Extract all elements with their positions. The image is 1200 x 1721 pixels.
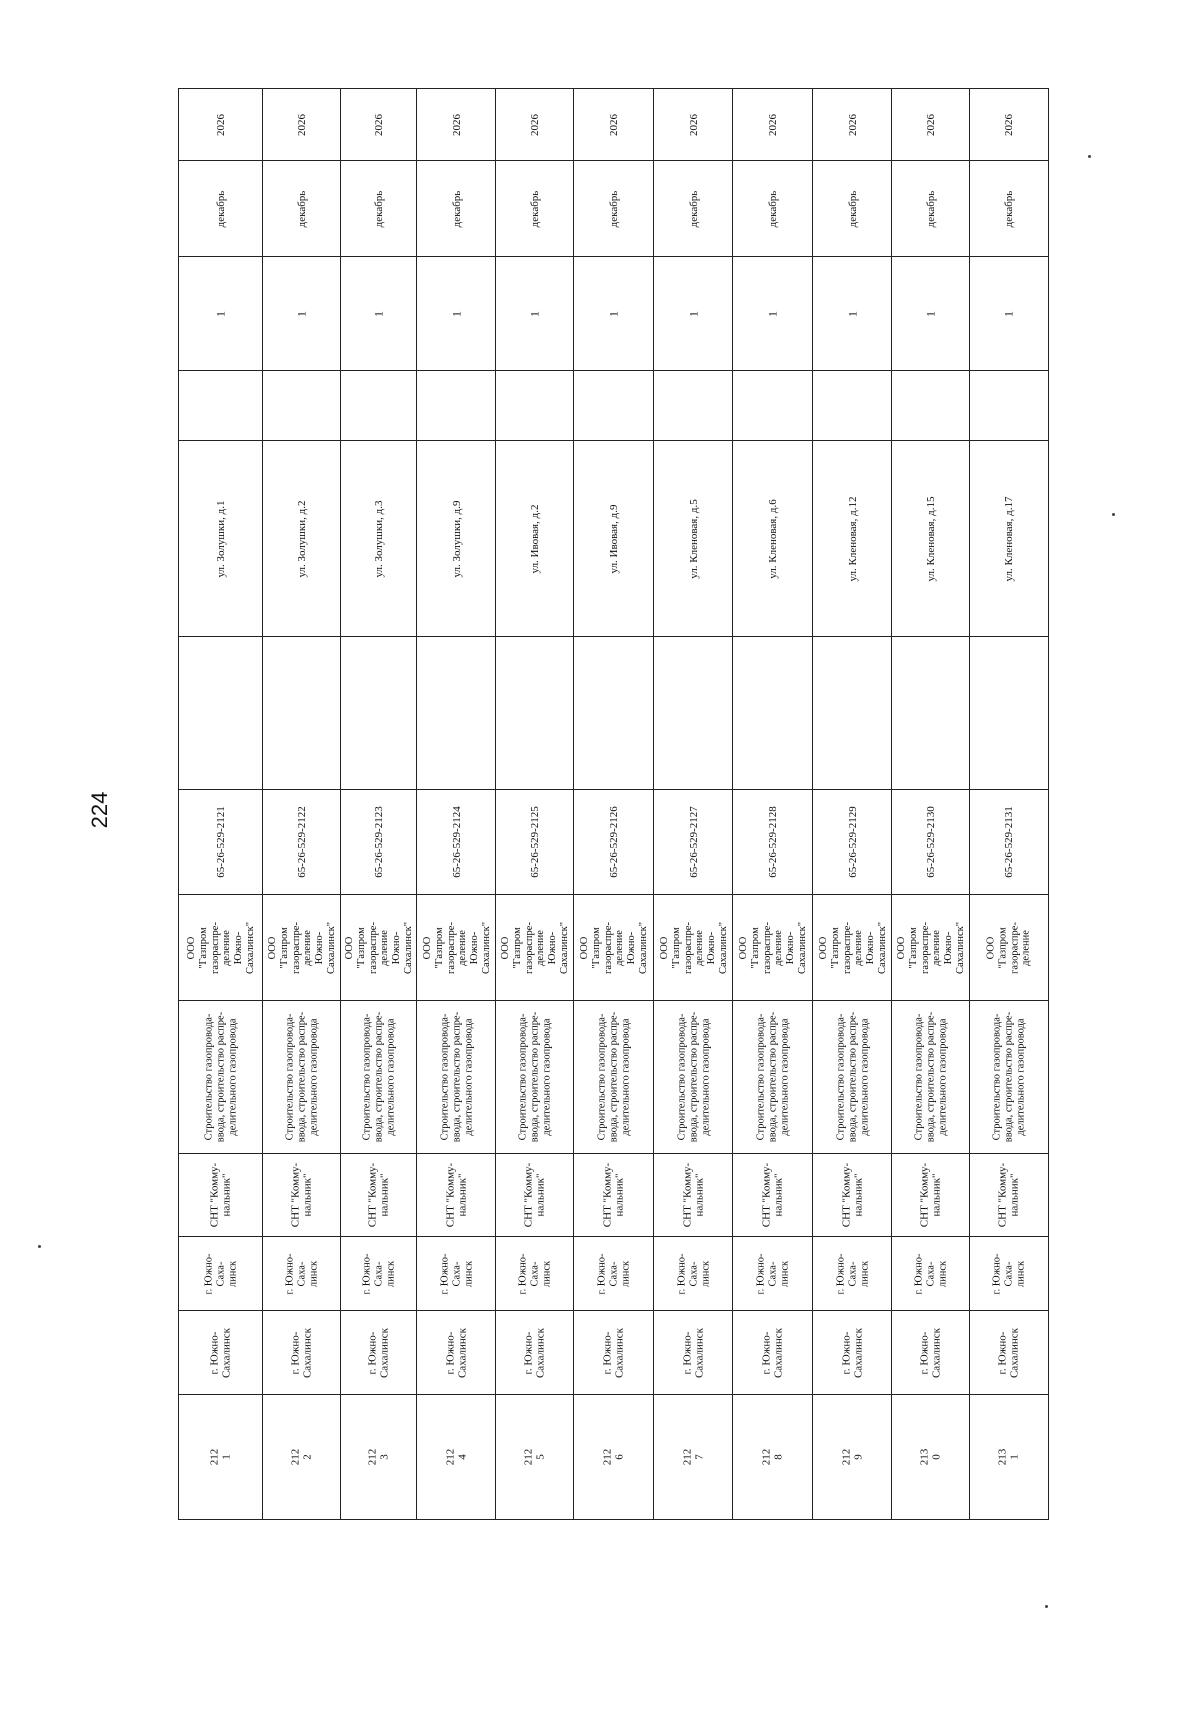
cell-text: Строительство газопровода- ввода, строительство распре- делительного газопровода xyxy=(438,1011,474,1143)
cell-text: 2026 xyxy=(924,113,937,136)
cell-text: 212 9 xyxy=(840,1448,865,1466)
cell-address xyxy=(813,440,892,636)
cell-gdo xyxy=(496,894,574,1000)
cell-text: г. Южно- Саха- линск xyxy=(991,1253,1026,1294)
cell-text: 212 5 xyxy=(522,1448,547,1466)
cell-text: ул. Кленовая, д.5 xyxy=(687,498,700,579)
cell-gdo xyxy=(813,894,892,1000)
cell-text: декабрь xyxy=(450,190,463,227)
cell-text: 213 1 xyxy=(996,1448,1021,1466)
cell-work xyxy=(813,1000,892,1153)
cell-blank1 xyxy=(417,636,496,789)
cell-partnership xyxy=(179,1153,263,1236)
cell-gdo xyxy=(179,894,263,1000)
cell-text: Строительство газопровода- ввода, строительство распре- делительного газопровода xyxy=(361,1011,396,1143)
cell-text: 65-26-529-2128 xyxy=(766,806,779,878)
cell-qty xyxy=(496,256,574,370)
cell-work xyxy=(654,1000,733,1153)
cell-text: г. Южно- Саха- линск xyxy=(913,1253,948,1294)
cell-text: 2026 xyxy=(766,113,779,136)
cell-month xyxy=(733,160,813,256)
cell-blank1 xyxy=(341,636,417,789)
cell-blank1 xyxy=(263,636,341,789)
cell-text: декабрь xyxy=(766,190,779,227)
cell-municipality xyxy=(813,1310,892,1394)
cell-partnership xyxy=(733,1153,813,1236)
cell-text: ул. Золушки, д.1 xyxy=(214,500,227,577)
cell-text: г. Южно- Сахалинск xyxy=(918,1327,943,1378)
cell-blank1 xyxy=(654,636,733,789)
cell-text: Строительство газопровода- ввода, строительство распре- делительного газопровода xyxy=(834,1011,870,1143)
cell-text: СНТ "Комму- нальник" xyxy=(366,1162,391,1228)
table-row xyxy=(732,88,813,1520)
cell-text: декабрь xyxy=(846,190,859,227)
cell-month xyxy=(263,160,341,256)
cell-text: 65-26-529-2127 xyxy=(687,806,700,878)
cell-qty xyxy=(179,256,263,370)
cell-code xyxy=(733,789,813,894)
cell-text: СНТ "Комму- нальник" xyxy=(601,1162,626,1228)
cell-text: ул. Кленовая, д.12 xyxy=(846,496,859,581)
cell-text: декабрь xyxy=(214,190,227,227)
cell-blank1 xyxy=(733,636,813,789)
cell-num xyxy=(813,1394,892,1520)
cell-text: г. Южно- Саха- линск xyxy=(596,1253,631,1294)
cell-text: 2026 xyxy=(528,113,541,136)
cell-text: СНТ "Комму- нальник" xyxy=(918,1162,943,1228)
cell-blank2 xyxy=(341,370,417,440)
cell-gdo xyxy=(654,894,733,1000)
cell-text: г. Южно- Сахалинск xyxy=(444,1327,469,1378)
cell-text: 1 xyxy=(448,310,463,317)
cell-year xyxy=(970,88,1048,160)
cell-blank2 xyxy=(970,370,1048,440)
cell-month xyxy=(654,160,733,256)
cell-text: 212 2 xyxy=(289,1448,314,1466)
cell-partnership xyxy=(341,1153,417,1236)
cell-text: ООО "Газпром газораспре- деление Южно- Сахалинск" xyxy=(499,921,570,974)
cell-address xyxy=(496,440,574,636)
cell-partnership xyxy=(654,1153,733,1236)
table-row xyxy=(495,88,574,1520)
cell-text: 65-26-529-2124 xyxy=(450,806,463,878)
cell-num xyxy=(733,1394,813,1520)
cell-text: ул. Кленовая, д.6 xyxy=(766,498,779,579)
cell-text: 1 xyxy=(371,310,386,317)
cell-locality xyxy=(574,1236,654,1310)
cell-code xyxy=(654,789,733,894)
cell-partnership xyxy=(574,1153,654,1236)
cell-text: 1 xyxy=(213,310,228,317)
cell-qty xyxy=(263,256,341,370)
cell-code xyxy=(417,789,496,894)
cell-work xyxy=(179,1000,263,1153)
cell-text: ул. Золушки, д.9 xyxy=(450,500,463,577)
cell-year xyxy=(733,88,813,160)
cell-code xyxy=(813,789,892,894)
cell-text: ул. Ивовая, д.9 xyxy=(607,504,620,573)
scan-speck xyxy=(1112,513,1115,516)
cell-address xyxy=(341,440,417,636)
cell-blank1 xyxy=(574,636,654,789)
cell-text: г. Южно- Сахалинск xyxy=(366,1327,391,1378)
cell-text: ООО "Газпром газораспре- деление Южно- Сахалинск" xyxy=(895,921,966,974)
cell-month xyxy=(970,160,1048,256)
cell-blank1 xyxy=(813,636,892,789)
cell-text: декабрь xyxy=(372,190,385,227)
cell-qty xyxy=(574,256,654,370)
cell-qty xyxy=(813,256,892,370)
cell-text: декабрь xyxy=(607,190,620,227)
cell-text: Строительство газопровода- ввода, строительство распре- делительного газопровода xyxy=(596,1011,631,1143)
cell-text: г. Южно- Сахалинск xyxy=(760,1327,785,1378)
table-row xyxy=(178,88,263,1520)
cell-blank1 xyxy=(892,636,970,789)
cell-gdo xyxy=(970,894,1048,1000)
cell-qty xyxy=(733,256,813,370)
cell-qty xyxy=(654,256,733,370)
cell-qty xyxy=(341,256,417,370)
cell-work xyxy=(574,1000,654,1153)
cell-code xyxy=(892,789,970,894)
cell-text: ул. Золушки, д.3 xyxy=(372,500,385,577)
cell-text: 65-26-529-2129 xyxy=(846,806,859,878)
cell-text: декабрь xyxy=(924,190,937,227)
cell-gdo xyxy=(341,894,417,1000)
cell-text: г. Южно- Сахалинск xyxy=(208,1327,233,1378)
cell-year xyxy=(654,88,733,160)
cell-code xyxy=(179,789,263,894)
cell-num xyxy=(654,1394,733,1520)
cell-text: 65-26-529-2126 xyxy=(607,806,620,878)
cell-locality xyxy=(892,1236,970,1310)
cell-text: ООО "Газпром газораспре- деление Южно- Сахалинск" xyxy=(578,921,649,974)
cell-locality xyxy=(496,1236,574,1310)
cell-work xyxy=(263,1000,341,1153)
cell-text: г. Южно- Саха- линск xyxy=(203,1253,238,1294)
cell-municipality xyxy=(496,1310,574,1394)
cell-text: декабрь xyxy=(528,190,541,227)
cell-text: 65-26-529-2130 xyxy=(924,806,937,878)
cell-address xyxy=(574,440,654,636)
cell-code xyxy=(341,789,417,894)
cell-municipality xyxy=(179,1310,263,1394)
cell-year xyxy=(496,88,574,160)
cell-municipality xyxy=(574,1310,654,1394)
cell-text: г. Южно- Сахалинск xyxy=(996,1327,1021,1378)
cell-text: Строительство газопровода- ввода, строительство распре- делительного газопровода xyxy=(913,1011,948,1143)
cell-partnership xyxy=(496,1153,574,1236)
cell-partnership xyxy=(970,1153,1048,1236)
scan-speck xyxy=(38,1245,41,1248)
cell-blank1 xyxy=(970,636,1048,789)
cell-text: ООО "Газпром газораспре- деление Южно- Сахалинск" xyxy=(421,921,491,974)
cell-text: г. Южно- Сахалинск xyxy=(522,1327,547,1378)
cell-blank2 xyxy=(496,370,574,440)
cell-text: 2026 xyxy=(214,113,227,136)
table-row xyxy=(891,88,970,1520)
cell-gdo xyxy=(417,894,496,1000)
cell-text: ООО "Газпром газораспре- деление Южно- Сахалинск" xyxy=(658,921,728,974)
cell-partnership xyxy=(813,1153,892,1236)
cell-text: 1 xyxy=(1001,310,1016,317)
cell-text: 2026 xyxy=(607,113,620,136)
cell-month xyxy=(417,160,496,256)
cell-blank2 xyxy=(813,370,892,440)
cell-text: 1 xyxy=(765,310,780,317)
cell-municipality xyxy=(892,1310,970,1394)
cell-text: 2026 xyxy=(295,113,308,136)
cell-text: 2026 xyxy=(1002,113,1015,136)
gasification-table xyxy=(178,88,1078,1520)
cell-work xyxy=(892,1000,970,1153)
cell-locality xyxy=(341,1236,417,1310)
cell-gdo xyxy=(733,894,813,1000)
cell-text: Строительство газопровода- ввода, строительство распре- делительного газопровода xyxy=(675,1011,711,1143)
cell-qty xyxy=(970,256,1048,370)
cell-text: г. Южно- Саха- линск xyxy=(361,1253,396,1294)
cell-gdo xyxy=(574,894,654,1000)
cell-month xyxy=(813,160,892,256)
cell-blank1 xyxy=(179,636,263,789)
cell-address xyxy=(179,440,263,636)
cell-text: ООО "Газпром газораспре- деление Южно- Сахалинск" xyxy=(185,921,256,974)
cell-text: г. Южно- Сахалинск xyxy=(289,1327,314,1378)
cell-text: г. Южно- Саха- линск xyxy=(438,1253,474,1294)
cell-municipality xyxy=(341,1310,417,1394)
cell-text: 212 8 xyxy=(760,1448,785,1466)
cell-text: ул. Кленовая, д.15 xyxy=(924,496,937,581)
cell-blank2 xyxy=(654,370,733,440)
cell-blank2 xyxy=(263,370,341,440)
table-row xyxy=(812,88,892,1520)
cell-year xyxy=(892,88,970,160)
table-row xyxy=(262,88,341,1520)
cell-num xyxy=(341,1394,417,1520)
cell-num xyxy=(417,1394,496,1520)
cell-text: 1 xyxy=(685,310,700,317)
cell-code xyxy=(970,789,1048,894)
cell-text: 65-26-529-2131 xyxy=(1002,806,1015,878)
cell-num xyxy=(892,1394,970,1520)
cell-locality xyxy=(179,1236,263,1310)
cell-month xyxy=(496,160,574,256)
cell-text: 65-26-529-2125 xyxy=(528,806,541,878)
cell-text: Строительство газопровода- ввода, строительство распре- делительного газопровода xyxy=(517,1011,552,1143)
cell-text: ул. Золушки, д.2 xyxy=(295,500,308,577)
cell-num xyxy=(179,1394,263,1520)
cell-num xyxy=(263,1394,341,1520)
cell-text: ул. Кленовая, д.17 xyxy=(1002,496,1015,581)
cell-partnership xyxy=(263,1153,341,1236)
cell-partnership xyxy=(892,1153,970,1236)
cell-text: 213 0 xyxy=(918,1448,943,1466)
cell-work xyxy=(496,1000,574,1153)
cell-text: декабрь xyxy=(1002,190,1015,227)
cell-locality xyxy=(417,1236,496,1310)
cell-text: СНТ "Комму- нальник" xyxy=(444,1162,469,1228)
cell-text: СНТ "Комму- нальник" xyxy=(208,1162,233,1228)
cell-month xyxy=(574,160,654,256)
cell-text: ООО "Газпром газораспре- деление Южно- Сахалинск" xyxy=(266,921,337,974)
cell-text: ул. Ивовая, д.2 xyxy=(528,504,541,573)
cell-blank2 xyxy=(574,370,654,440)
cell-text: ООО "Газпром газораспре- деление Южно- Сахалинск" xyxy=(737,921,808,974)
cell-text: г. Южно- Сахалинск xyxy=(601,1327,626,1378)
cell-text: 65-26-529-2121 xyxy=(214,806,227,878)
cell-text: ООО "Газпром газораспре- деление Южно- Сахалинск" xyxy=(817,921,887,974)
cell-num xyxy=(496,1394,574,1520)
cell-num xyxy=(574,1394,654,1520)
cell-locality xyxy=(263,1236,341,1310)
table-row xyxy=(573,88,654,1520)
cell-locality xyxy=(654,1236,733,1310)
cell-address xyxy=(263,440,341,636)
page-number: 224 xyxy=(87,791,112,829)
cell-text: 65-26-529-2122 xyxy=(295,806,308,878)
cell-text: г. Южно- Саха- линск xyxy=(517,1253,552,1294)
cell-text: 1 xyxy=(606,310,621,317)
cell-text: г. Южно- Саха- линск xyxy=(675,1253,711,1294)
cell-text: СНТ "Комму- нальник" xyxy=(681,1162,706,1228)
cell-address xyxy=(417,440,496,636)
cell-text: 1 xyxy=(294,310,309,317)
cell-text: декабрь xyxy=(295,190,308,227)
cell-num xyxy=(970,1394,1048,1520)
cell-year xyxy=(417,88,496,160)
cell-text: 212 7 xyxy=(681,1448,706,1466)
cell-blank2 xyxy=(733,370,813,440)
cell-text: г. Южно- Саха- линск xyxy=(284,1253,319,1294)
cell-text: Строительство газопровода- ввода, строительство распре- делительного газопровода xyxy=(203,1011,238,1143)
cell-code xyxy=(263,789,341,894)
table-row xyxy=(653,88,733,1520)
cell-text: г. Южно- Сахалинск xyxy=(681,1327,706,1378)
cell-municipality xyxy=(263,1310,341,1394)
cell-text: СНТ "Комму- нальник" xyxy=(840,1162,865,1228)
cell-text: 1 xyxy=(527,310,542,317)
cell-code xyxy=(574,789,654,894)
cell-text: 2026 xyxy=(846,113,859,136)
cell-partnership xyxy=(417,1153,496,1236)
cell-month xyxy=(892,160,970,256)
table-row xyxy=(416,88,496,1520)
cell-work xyxy=(733,1000,813,1153)
cell-municipality xyxy=(654,1310,733,1394)
cell-year xyxy=(574,88,654,160)
cell-text: ООО "Газпром газораспре- деление Южно- Сахалинск" xyxy=(343,921,414,974)
cell-text: 212 3 xyxy=(366,1448,391,1466)
cell-month xyxy=(341,160,417,256)
cell-text: 212 4 xyxy=(444,1448,469,1466)
cell-locality xyxy=(970,1236,1048,1310)
cell-blank2 xyxy=(179,370,263,440)
cell-work xyxy=(417,1000,496,1153)
cell-text: 2026 xyxy=(450,113,463,136)
cell-gdo xyxy=(892,894,970,1000)
cell-address xyxy=(654,440,733,636)
cell-address xyxy=(970,440,1048,636)
scan-speck xyxy=(1045,1605,1048,1608)
cell-year xyxy=(179,88,263,160)
cell-text: 2026 xyxy=(687,113,700,136)
table-row xyxy=(340,88,417,1520)
cell-text: г. Южно- Саха- линск xyxy=(755,1253,790,1294)
cell-address xyxy=(892,440,970,636)
table-row xyxy=(969,88,1049,1520)
cell-address xyxy=(733,440,813,636)
cell-text: 1 xyxy=(923,310,938,317)
cell-qty xyxy=(417,256,496,370)
cell-municipality xyxy=(970,1310,1048,1394)
cell-qty xyxy=(892,256,970,370)
cell-text: 2026 xyxy=(372,113,385,136)
cell-year xyxy=(263,88,341,160)
cell-work xyxy=(970,1000,1048,1153)
cell-locality xyxy=(813,1236,892,1310)
cell-code xyxy=(496,789,574,894)
cell-locality xyxy=(733,1236,813,1310)
scan-speck xyxy=(1088,155,1091,158)
cell-text: СНТ "Комму- нальник" xyxy=(522,1162,547,1228)
cell-text: г. Южно- Сахалинск xyxy=(840,1327,865,1378)
cell-text: СНТ "Комму- нальник" xyxy=(760,1162,785,1228)
cell-work xyxy=(341,1000,417,1153)
cell-month xyxy=(179,160,263,256)
cell-text: г. Южно- Саха- линск xyxy=(834,1253,870,1294)
cell-text: 65-26-529-2123 xyxy=(372,806,385,878)
cell-blank2 xyxy=(417,370,496,440)
cell-text: 212 6 xyxy=(601,1448,626,1466)
cell-blank2 xyxy=(892,370,970,440)
cell-text: СНТ "Комму- нальник" xyxy=(996,1162,1021,1228)
cell-text: Строительство газопровода- ввода, строительство распре- делительного газопровода xyxy=(755,1011,790,1143)
cell-municipality xyxy=(417,1310,496,1394)
cell-blank1 xyxy=(496,636,574,789)
cell-text: СНТ "Комму- нальник" xyxy=(289,1162,314,1228)
cell-municipality xyxy=(733,1310,813,1394)
cell-text: 1 xyxy=(844,310,859,317)
cell-text: ООО "Газпром газораспре- деление xyxy=(985,921,1032,974)
cell-year xyxy=(813,88,892,160)
cell-year xyxy=(341,88,417,160)
cell-text: Строительство газопровода- ввода, строительство распре- делительного газопровода xyxy=(991,1011,1026,1143)
cell-text: Строительство газопровода- ввода, строительство распре- делительного газопровода xyxy=(284,1011,319,1143)
cell-gdo xyxy=(263,894,341,1000)
cell-text: декабрь xyxy=(687,190,700,227)
cell-text: 212 1 xyxy=(208,1448,233,1466)
